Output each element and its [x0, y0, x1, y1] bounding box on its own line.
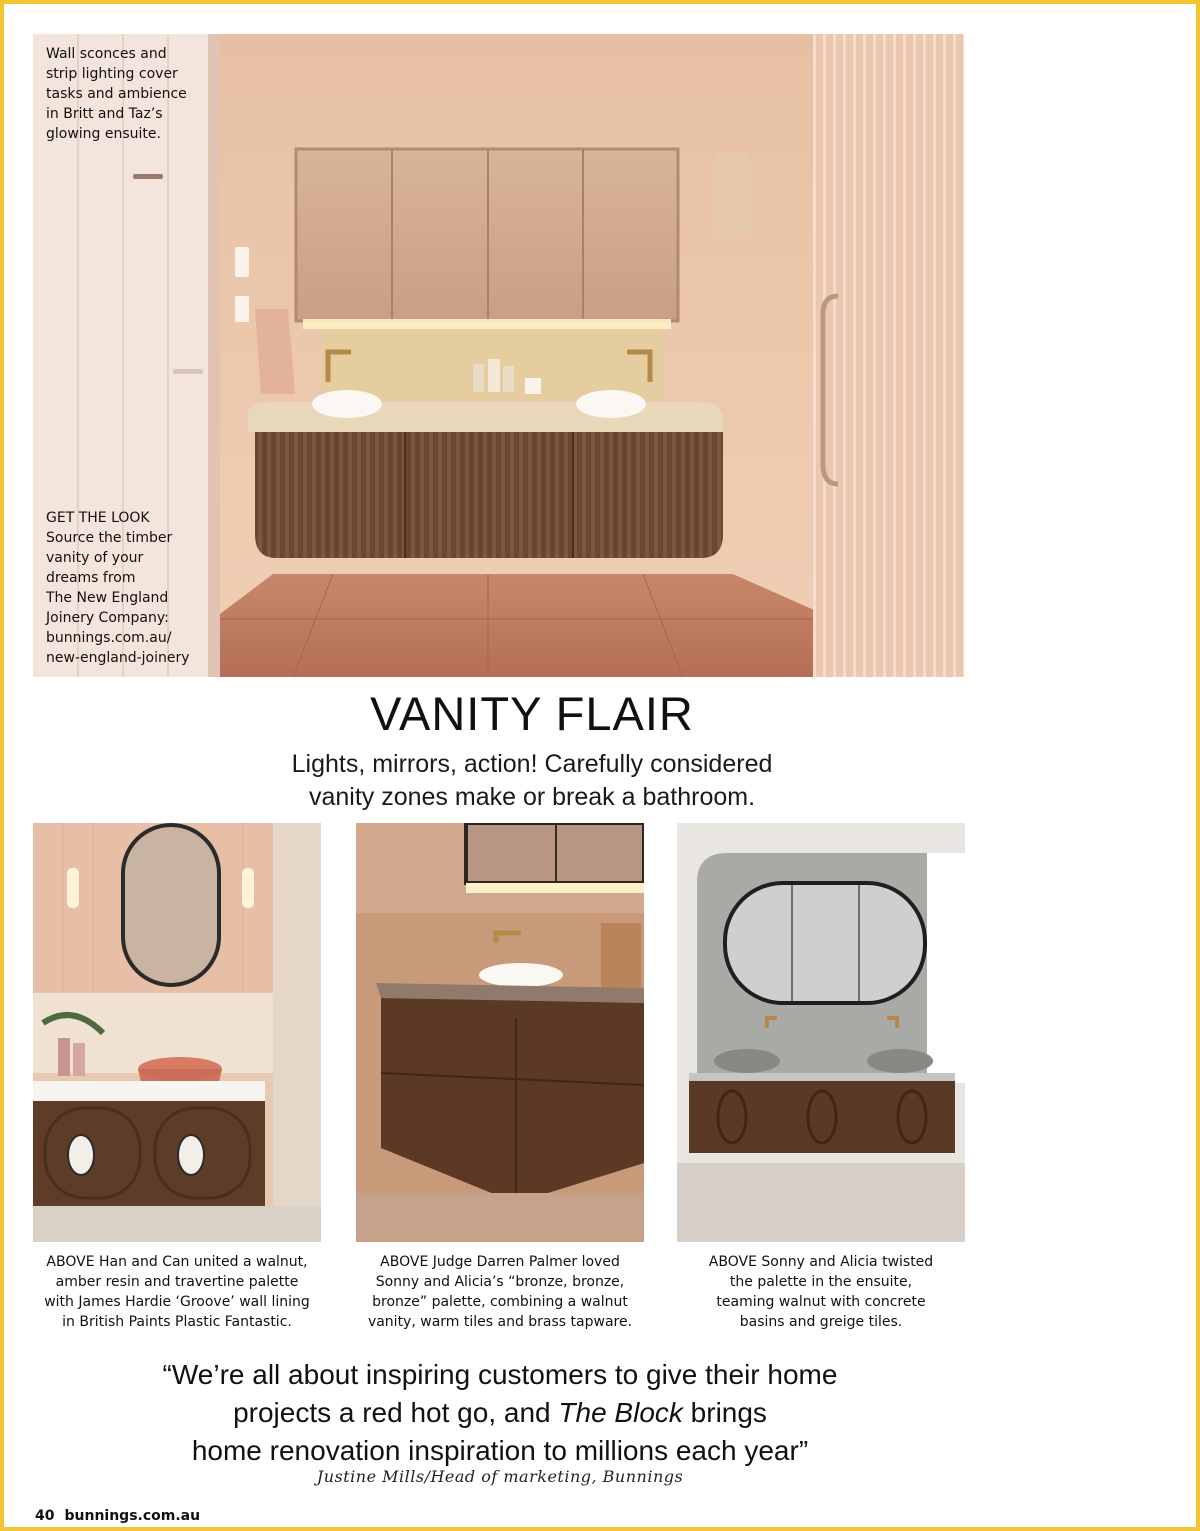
- frame-right-border: [1196, 0, 1200, 1531]
- caption-line: vanity, warm tiles and brass tapware.: [367, 1314, 633, 1330]
- page-number: 40: [35, 1508, 55, 1524]
- get-the-look-box: [46, 508, 216, 668]
- photo-illustration: [677, 823, 965, 1242]
- caption-line: the palette in the ensuite,: [729, 1274, 913, 1290]
- frame-bottom-border: [0, 1527, 1200, 1531]
- photo-han-can-vanity: [33, 823, 321, 1242]
- caption-line: bronze” palette, combining a walnut: [372, 1294, 628, 1310]
- photo-bronze-vanity: [356, 823, 644, 1242]
- caption-line: teaming walnut with concrete: [716, 1294, 926, 1310]
- get-the-look-heading: GET THE LOOK: [46, 510, 150, 526]
- caption-line: ABOVE Sonny and Alicia twisted: [708, 1254, 934, 1270]
- get-the-look-link[interactable]: bunnings.com.au/: [46, 630, 172, 646]
- caption-photo-1: [27, 1252, 327, 1332]
- page-headline: VANITY FLAIR: [370, 687, 694, 740]
- get-the-look-line: Source the timber: [46, 530, 173, 546]
- photo-concrete-basins-vanity: [677, 823, 965, 1242]
- frame-top-border: [0, 0, 1200, 4]
- standfirst-line: Lights, mirrors, action! Carefully considered: [291, 750, 773, 778]
- hero-caption-line: Wall sconces and: [46, 46, 167, 62]
- caption-line: ABOVE Judge Darren Palmer loved: [380, 1254, 620, 1270]
- pull-quote-text: projects a red hot go, and: [233, 1397, 559, 1428]
- get-the-look-line: vanity of your: [46, 550, 144, 566]
- hero-caption-line: tasks and ambience: [46, 86, 187, 102]
- caption-line: in British Paints Plastic Fantastic.: [62, 1314, 292, 1330]
- get-the-look-line: dreams from: [46, 570, 136, 586]
- get-the-look-line: The New England: [46, 590, 169, 606]
- hero-caption-line: glowing ensuite.: [46, 126, 161, 142]
- caption-line: amber resin and travertine palette: [55, 1274, 299, 1290]
- hero-caption-line: in Britt and Taz’s: [46, 106, 163, 122]
- caption-line: basins and greige tiles.: [739, 1314, 903, 1330]
- caption-line: ABOVE Han and Can united a walnut,: [46, 1254, 308, 1270]
- get-the-look-line: Joinery Company:: [46, 610, 169, 626]
- page-footer: [35, 1508, 210, 1524]
- caption-photo-2: [350, 1252, 650, 1332]
- pull-quote-line: [0, 1394, 1000, 1432]
- photo-illustration: [356, 823, 644, 1242]
- pull-quote-line: home renovation inspiration to millions each year”: [191, 1435, 809, 1466]
- pull-quote-text: brings: [682, 1397, 767, 1428]
- get-the-look-link[interactable]: new-england-joinery: [46, 650, 190, 666]
- caption-photo-3: [671, 1252, 971, 1332]
- hero-caption: [46, 44, 206, 144]
- footer-site-link[interactable]: bunnings.com.au: [64, 1508, 201, 1524]
- hero-caption-line: strip lighting cover: [46, 66, 178, 82]
- photo-illustration: [33, 823, 321, 1242]
- pull-quote-line: “We’re all about inspiring customers to give their home: [162, 1359, 838, 1390]
- pull-quote-show-title: The Block: [558, 1397, 683, 1428]
- standfirst: [0, 748, 1064, 814]
- caption-line: Sonny and Alicia’s “bronze, bronze,: [375, 1274, 625, 1290]
- standfirst-line: vanity zones make or break a bathroom.: [308, 783, 756, 811]
- caption-line: with James Hardie ‘Groove’ wall lining: [44, 1294, 310, 1310]
- pull-quote: [0, 1356, 1000, 1470]
- hero-photo-ensuite: [33, 34, 964, 677]
- pull-quote-attribution: Justine Mills/Head of marketing, Bunnings: [316, 1467, 684, 1486]
